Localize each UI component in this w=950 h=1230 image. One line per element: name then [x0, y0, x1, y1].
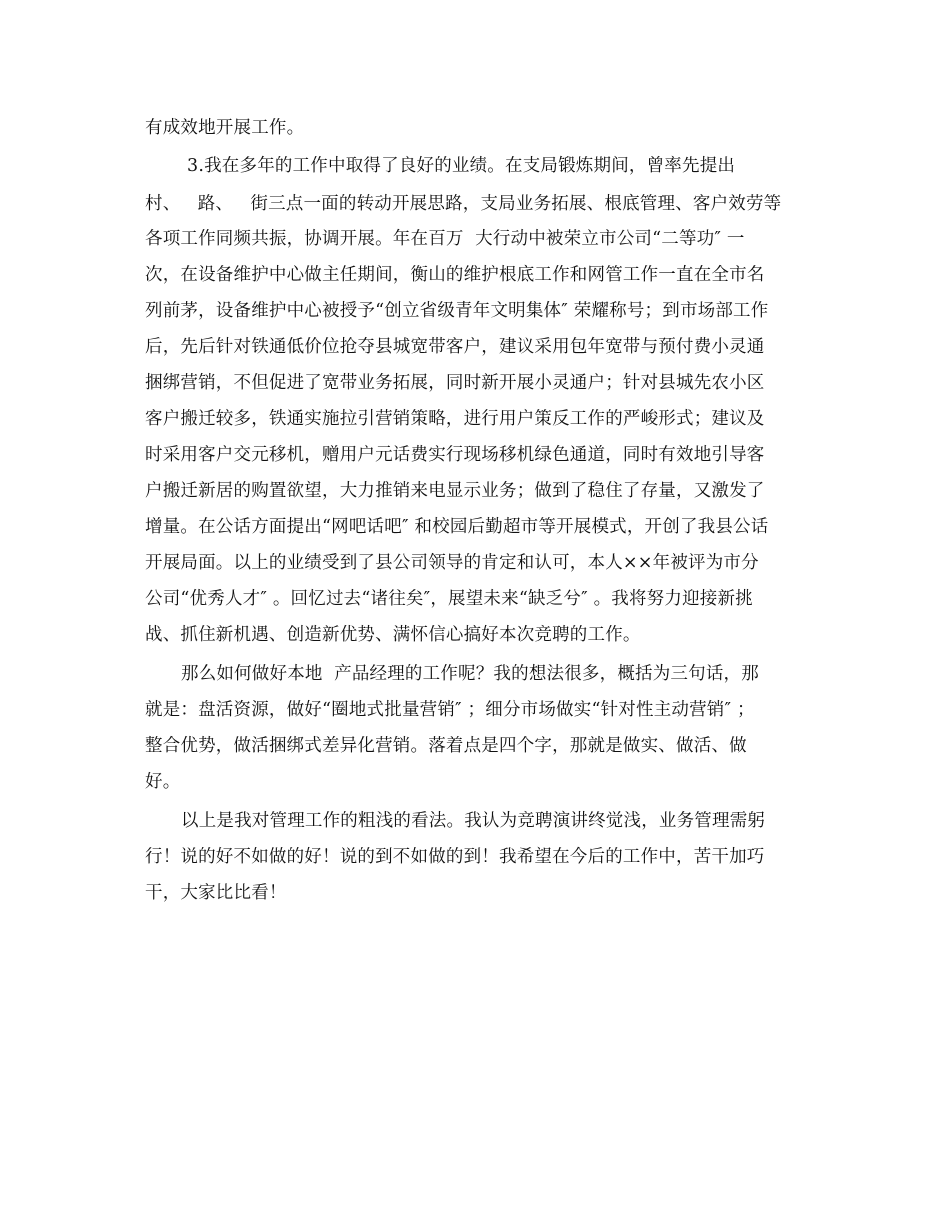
text-line: 开展局面。以上的业绩受到了县公司领导的肯定和认可，本人××年被评为市分: [145, 553, 759, 573]
text-line: 战、抓住新机遇、创造新优势、满怀信心搞好本次竞聘的工作。: [145, 625, 641, 645]
text-line: 各项工作同频共振，协调开展。年在百万 大行动中被荣立市公司“二等功″ 一: [145, 229, 745, 249]
text-line: 次，在设备维护中心做主任期间，衡山的维护根底工作和网管工作一直在全市名: [145, 265, 765, 285]
text-line: 时采用客户交元移机，赠用户元话费实行现场移机绿色通道，同时有效地引导客: [145, 445, 765, 465]
text-line: 好。: [145, 772, 181, 792]
text-line: 增量。在公话方面提出“网吧话吧″ 和校园后勤超市等开展模式，开创了我县公话: [145, 517, 769, 537]
text-line: 捆绑营销，不但促进了宽带业务拓展，同时新开展小灵通户；针对县城先农小区: [145, 373, 765, 393]
text-line: 干，大家比比看！: [145, 883, 287, 903]
text-line: 就是：盘活资源，做好“圈地式批量营销″ ；细分市场做实“针对性主动营销″ ；: [145, 700, 755, 720]
text-line: 有成效地开展工作。: [145, 118, 305, 138]
text-line: 后，先后针对铁通低价位抢夺县城宽带客户，建议采用包年宽带与预付费小灵通: [145, 337, 765, 357]
text-line: 村、 路、 街三点一面的转动开展思路，支局业务拓展、根底管理、客户效劳等: [145, 194, 782, 214]
text-line: 以上是我对管理工作的粗浅的看法。我认为竞聘演讲终觉浅，业务管理需躬: [181, 811, 766, 831]
text-line: 3.我在多年的工作中取得了良好的业绩。在支局锻炼期间，曾率先提出: [187, 156, 736, 176]
text-line: 整合优势，做活捆绑式差异化营销。落着点是四个字，那就是做实、做活、做: [145, 736, 747, 756]
text-line: 列前茅，设备维护中心被授予“创立省级青年文明集体″ 荣耀称号；到市场部工作: [145, 301, 769, 321]
text-line: 那么如何做好本地 产品经理的工作呢？我的想法很多，概括为三句话，那: [181, 664, 759, 684]
text-line: 公司“优秀人才″ 。回忆过去“诸往矣″，展望未来“缺乏兮″ 。我将努力迎接新挑: [145, 589, 753, 609]
text-line: 客户搬迁较多，铁通实施拉引营销策略，进行用户策反工作的严峻形式；建议及: [145, 409, 765, 429]
text-line: 户搬迁新居的购置欲望，大力推销来电显示业务；做到了稳住了存量，又激发了: [145, 481, 765, 501]
text-line: 行！说的好不如做的好！说的到不如做的到！我希望在今后的工作中，苦干加巧: [145, 847, 765, 867]
